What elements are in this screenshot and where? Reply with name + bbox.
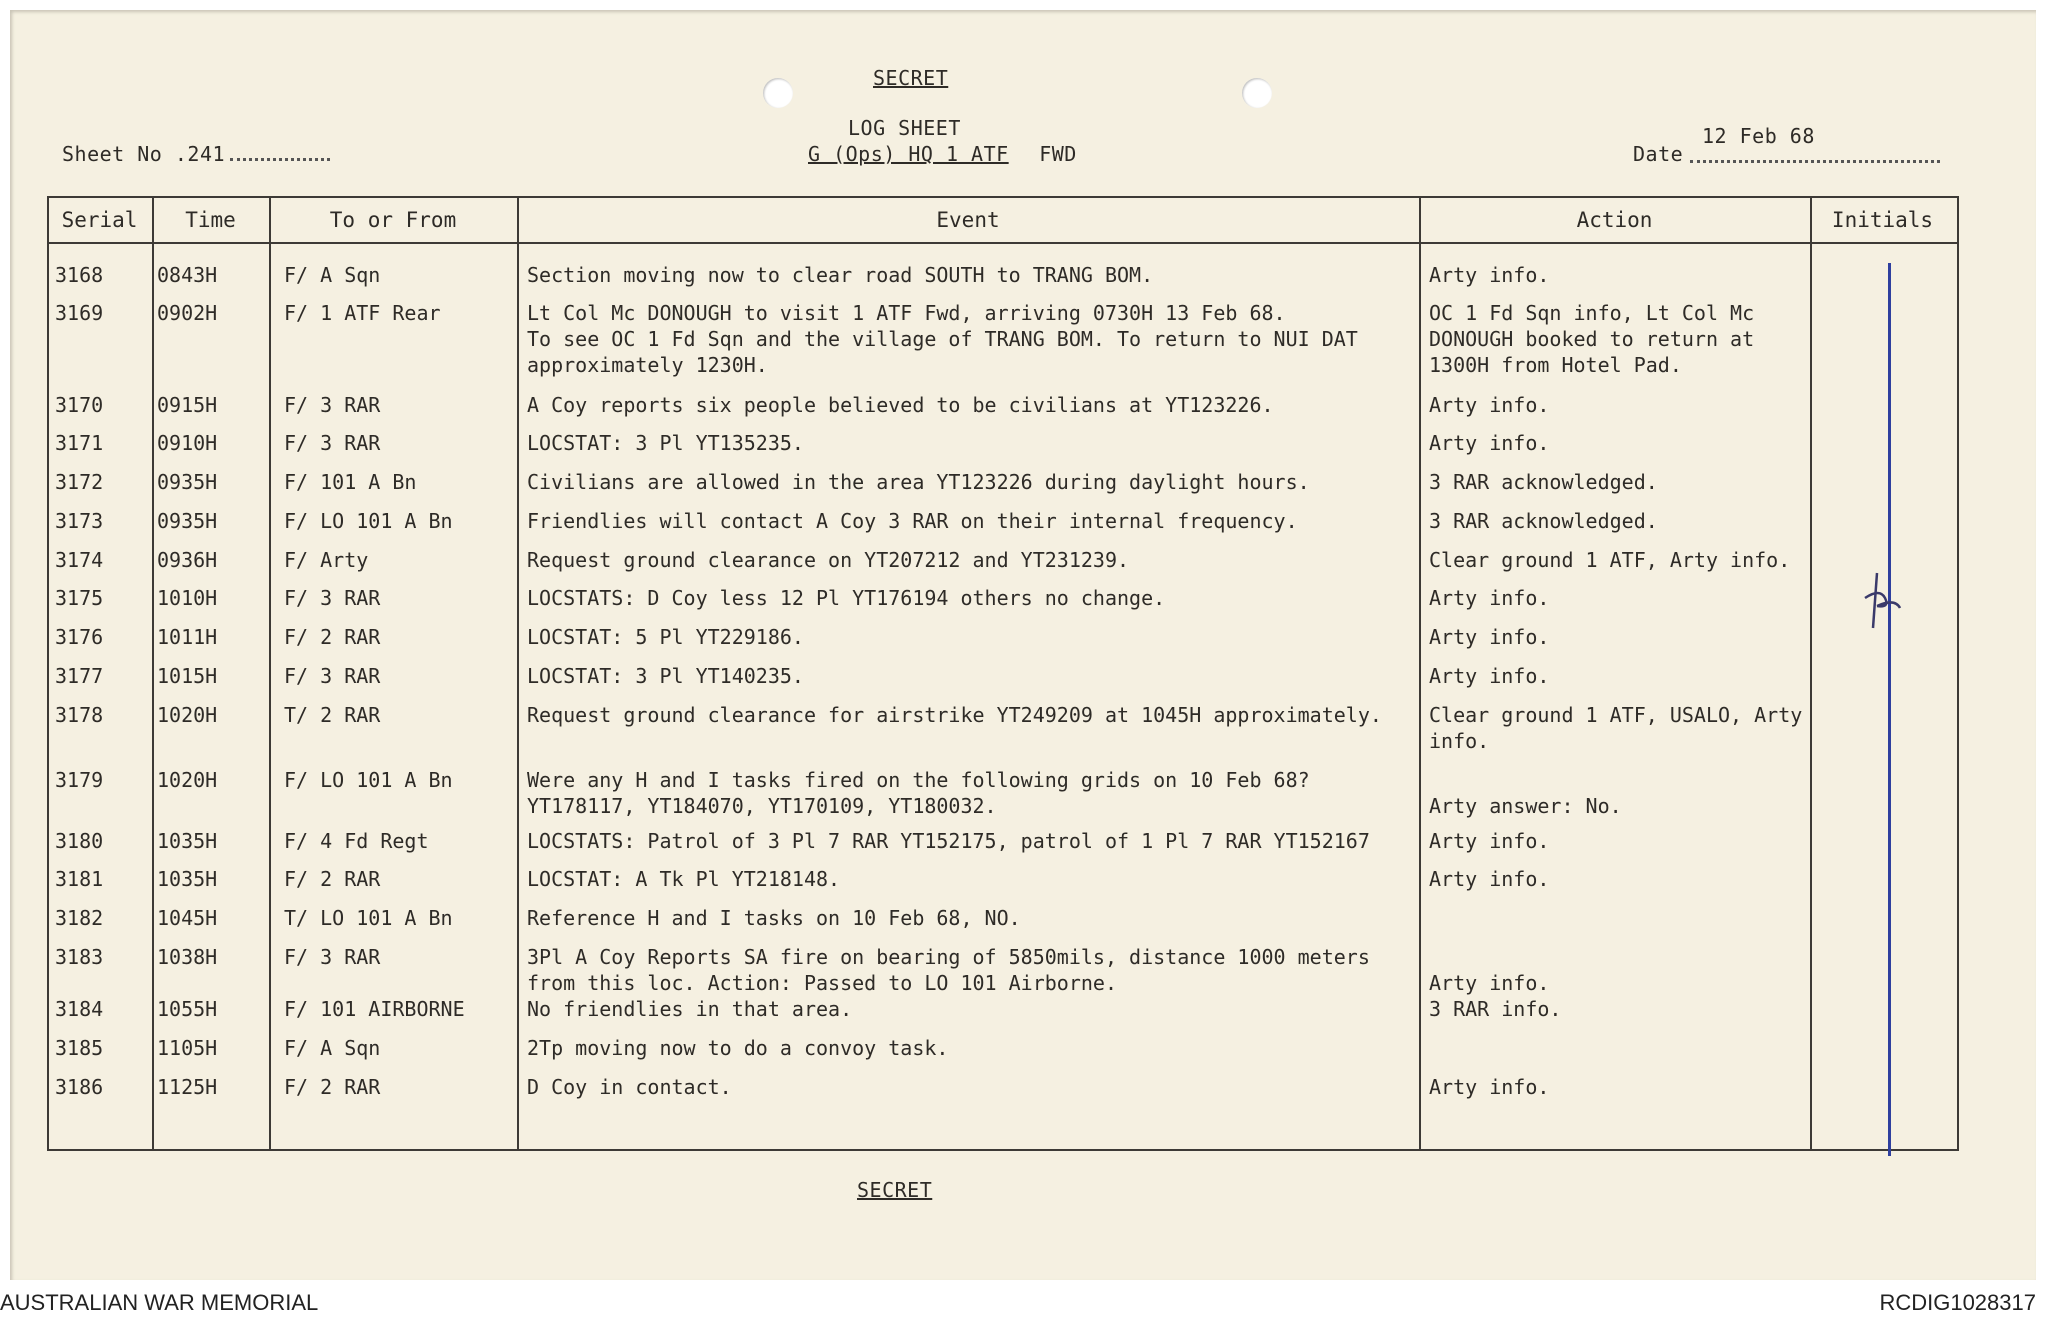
- row-time: 0915H: [157, 393, 218, 417]
- sheet-number-dotted-line: [230, 158, 330, 161]
- row-to-from: T/ LO 101 A Bn: [284, 906, 453, 930]
- row-serial: 3180: [55, 829, 104, 853]
- row-time: 0935H: [157, 509, 218, 533]
- col-header-serial: Serial: [61, 208, 138, 232]
- row-event-line: LOCSTAT: 3 Pl YT140235.: [527, 664, 804, 688]
- row-time: 1055H: [157, 997, 218, 1021]
- row-event-line: Request ground clearance for airstrike YT249209 at 1045H approximately.: [527, 703, 1382, 727]
- row-time: 1045H: [157, 906, 218, 930]
- date-dotted-line: [1690, 160, 1940, 163]
- row-event-line: from this loc. Action: Passed to LO 101 Airborne.: [527, 971, 1118, 995]
- row-time: 1035H: [157, 867, 218, 891]
- sheet-title: LOG SHEET: [848, 116, 961, 140]
- row-action-line: Arty info.: [1429, 1075, 1550, 1099]
- row-serial: 3179: [55, 768, 104, 792]
- row-event-line: YT178117, YT184070, YT170109, YT180032.: [527, 794, 997, 818]
- row-action-line: info.: [1429, 729, 1490, 753]
- row-serial: 3185: [55, 1036, 104, 1060]
- row-to-from: F/ LO 101 A Bn: [284, 509, 453, 533]
- row-serial: 3171: [55, 431, 104, 455]
- col-header-action: Action: [1576, 208, 1653, 232]
- sheet-number-field: [62, 142, 225, 166]
- col-header-to-from: To or From: [329, 208, 457, 232]
- row-time: 0902H: [157, 301, 218, 325]
- row-event-line: Request ground clearance on YT207212 and YT231239.: [527, 548, 1130, 572]
- unit-name: G (Ops) HQ 1 ATF: [808, 142, 1009, 166]
- row-event-line: Civilians are allowed in the area YT123226 during daylight hours.: [527, 470, 1310, 494]
- date-label: Date: [1633, 142, 1684, 166]
- row-time: 1125H: [157, 1075, 218, 1099]
- row-event-line: To see OC 1 Fd Sqn and the village of TRANG BOM. To return to NUI DAT: [527, 327, 1358, 351]
- row-event-line: Section moving now to clear road SOUTH to TRANG BOM.: [527, 263, 1154, 287]
- row-to-from: F/ LO 101 A Bn: [284, 768, 453, 792]
- column-divider: [1419, 196, 1421, 1149]
- row-time: 0936H: [157, 548, 218, 572]
- row-event-line: 3Pl A Coy Reports SA fire on bearing of 5850mils, distance 1000 meters: [527, 945, 1370, 969]
- punch-hole-right: [1242, 78, 1272, 108]
- row-action-line: Clear ground 1 ATF, USALO, Arty: [1429, 703, 1803, 727]
- row-to-from: T/ 2 RAR: [284, 703, 381, 727]
- row-action-line: DONOUGH booked to return at: [1429, 327, 1755, 351]
- row-event-line: Were any H and I tasks fired on the following grids on 10 Feb 68?: [527, 768, 1310, 792]
- column-divider: [269, 196, 271, 1149]
- row-to-from: F/ 101 AIRBORNE: [284, 997, 465, 1021]
- col-header-event: Event: [936, 208, 1000, 232]
- row-serial: 3169: [55, 301, 104, 325]
- row-action-line: 1300H from Hotel Pad.: [1429, 353, 1682, 377]
- row-time: 0843H: [157, 263, 218, 287]
- row-action-line: Arty info.: [1429, 586, 1550, 610]
- row-event-line: Friendlies will contact A Coy 3 RAR on their internal frequency.: [527, 509, 1298, 533]
- row-event-line: approximately 1230H.: [527, 353, 768, 377]
- unit-line: [808, 142, 1077, 166]
- row-action-line: 3 RAR acknowledged.: [1429, 509, 1658, 533]
- row-time: 0910H: [157, 431, 218, 455]
- unit-suffix: FWD: [1039, 142, 1077, 166]
- row-event-line: A Coy reports six people believed to be civilians at YT123226.: [527, 393, 1274, 417]
- row-to-from: F/ 3 RAR: [284, 586, 381, 610]
- row-to-from: F/ 101 A Bn: [284, 470, 417, 494]
- row-action-line: Arty info.: [1429, 867, 1550, 891]
- sheet-number-label: Sheet No .: [62, 142, 188, 166]
- institution-label: AUSTRALIAN WAR MEMORIAL: [0, 1290, 319, 1315]
- sheet-number-value: 241: [187, 142, 226, 166]
- row-serial: 3186: [55, 1075, 104, 1099]
- row-action-line: Arty info.: [1429, 664, 1550, 688]
- row-time: 1011H: [157, 625, 218, 649]
- row-time: 1035H: [157, 829, 218, 853]
- row-time: 1038H: [157, 945, 218, 969]
- row-event-line: LOCSTATS: Patrol of 3 Pl 7 RAR YT152175, patrol of 1 Pl 7 RAR YT152167: [527, 829, 1370, 853]
- row-serial: 3177: [55, 664, 104, 688]
- row-time: 0935H: [157, 470, 218, 494]
- row-action-line: Arty info.: [1429, 829, 1550, 853]
- row-action-line: Arty info.: [1429, 393, 1550, 417]
- row-to-from: F/ A Sqn: [284, 263, 381, 287]
- row-to-from: F/ 4 Fd Regt: [284, 829, 429, 853]
- row-serial: 3175: [55, 586, 104, 610]
- row-serial: 3173: [55, 509, 104, 533]
- row-serial: 3172: [55, 470, 104, 494]
- col-header-initials: Initials: [1831, 208, 1934, 232]
- row-serial: 3181: [55, 867, 104, 891]
- row-to-from: F/ 3 RAR: [284, 664, 381, 688]
- column-divider: [152, 196, 154, 1149]
- row-event-line: LOCSTAT: 3 Pl YT135235.: [527, 431, 804, 455]
- column-divider: [517, 196, 519, 1149]
- column-divider: [1810, 196, 1812, 1149]
- row-to-from: F/ 2 RAR: [284, 1075, 381, 1099]
- row-action-line: Arty info.: [1429, 625, 1550, 649]
- row-serial: 3168: [55, 263, 104, 287]
- row-time: 1020H: [157, 768, 218, 792]
- row-action-line: Arty info.: [1429, 263, 1550, 287]
- row-action-line: Arty info.: [1429, 971, 1550, 995]
- row-serial: 3170: [55, 393, 104, 417]
- row-time: 1010H: [157, 586, 218, 610]
- row-action-line: Arty info.: [1429, 431, 1550, 455]
- classification-top: SECRET: [873, 66, 949, 90]
- row-serial: 3184: [55, 997, 104, 1021]
- row-event-line: No friendlies in that area.: [527, 997, 853, 1021]
- row-action-line: Clear ground 1 ATF, Arty info.: [1429, 548, 1791, 572]
- row-event-line: Lt Col Mc DONOUGH to visit 1 ATF Fwd, arriving 0730H 13 Feb 68.: [527, 301, 1286, 325]
- row-to-from: F/ 3 RAR: [284, 945, 381, 969]
- row-action-line: OC 1 Fd Sqn info, Lt Col Mc: [1429, 301, 1755, 325]
- row-time: 1015H: [157, 664, 218, 688]
- row-event-line: D Coy in contact.: [527, 1075, 732, 1099]
- row-to-from: F/ 1 ATF Rear: [284, 301, 441, 325]
- row-time: 1105H: [157, 1036, 218, 1060]
- row-action-line: Arty answer: No.: [1429, 794, 1622, 818]
- row-event-line: LOCSTATS: D Coy less 12 Pl YT176194 others no change.: [527, 586, 1166, 610]
- date-value: 12 Feb 68: [1702, 124, 1815, 148]
- row-to-from: F/ 2 RAR: [284, 867, 381, 891]
- row-to-from: F/ A Sqn: [284, 1036, 381, 1060]
- row-time: 1020H: [157, 703, 218, 727]
- row-serial: 3174: [55, 548, 104, 572]
- row-event-line: Reference H and I tasks on 10 Feb 68, NO.: [527, 906, 1021, 930]
- row-serial: 3176: [55, 625, 104, 649]
- row-action-line: 3 RAR acknowledged.: [1429, 470, 1658, 494]
- punch-hole-left: [763, 78, 793, 108]
- log-table: [47, 196, 1957, 1149]
- row-action-line: 3 RAR info.: [1429, 997, 1562, 1021]
- classification-bottom: SECRET: [857, 1178, 933, 1202]
- row-to-from: F/ 3 RAR: [284, 393, 381, 417]
- row-serial: 3178: [55, 703, 104, 727]
- col-header-time: Time: [185, 208, 236, 232]
- row-event-line: 2Tp moving now to do a convoy task.: [527, 1036, 949, 1060]
- row-event-line: LOCSTAT: A Tk Pl YT218148.: [527, 867, 841, 891]
- header-divider: [47, 242, 1957, 244]
- catalogue-id: RCDIG1028317: [1879, 1290, 2036, 1315]
- initials-ink-line: [1888, 263, 1891, 1156]
- row-serial: 3182: [55, 906, 104, 930]
- row-event-line: LOCSTAT: 5 Pl YT229186.: [527, 625, 804, 649]
- row-serial: 3183: [55, 945, 104, 969]
- row-to-from: F/ 3 RAR: [284, 431, 381, 455]
- initials-signature-mark: [1855, 568, 1905, 638]
- row-to-from: F/ Arty: [284, 548, 369, 572]
- row-to-from: F/ 2 RAR: [284, 625, 381, 649]
